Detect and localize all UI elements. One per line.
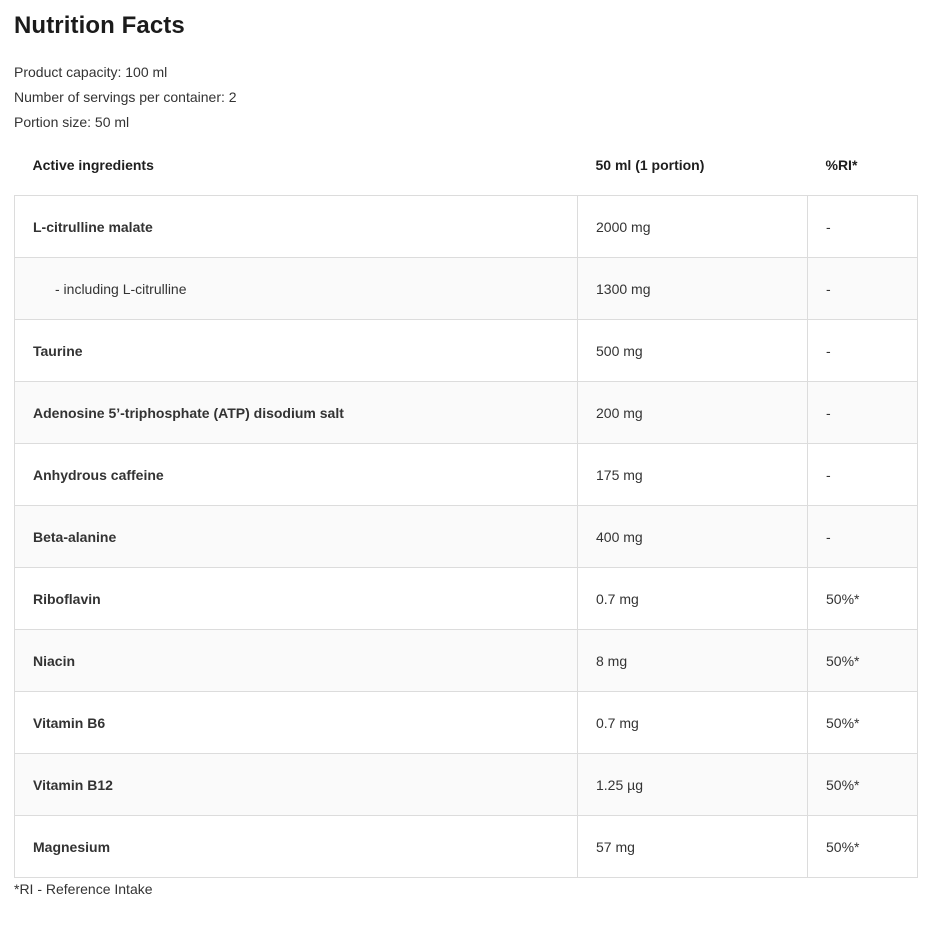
- table-row: [15, 692, 918, 754]
- footnote: *RI - Reference Intake: [14, 881, 153, 897]
- ingredient-name: Anhydrous caffeine: [15, 444, 578, 506]
- ingredient-ri: -: [808, 320, 918, 382]
- ingredient-name: Magnesium: [15, 816, 578, 878]
- ingredient-amount: 1.25 µg: [578, 754, 808, 816]
- ingredient-amount: 400 mg: [578, 506, 808, 568]
- ingredient-amount: 2000 mg: [578, 196, 808, 258]
- page-title: Nutrition Facts: [14, 12, 185, 39]
- ingredient-name: Vitamin B12: [15, 754, 578, 816]
- nutrition-table: [14, 134, 918, 878]
- table-row: [15, 568, 918, 630]
- ingredient-amount: 500 mg: [578, 320, 808, 382]
- ingredient-ri: -: [808, 258, 918, 320]
- table-row: [15, 320, 918, 382]
- ingredient-ri: 50%*: [808, 568, 918, 630]
- header-active-ingredients: Active ingredients: [32, 156, 154, 173]
- ingredient-name: - including L-citrulline: [15, 258, 578, 320]
- ingredient-ri: 50%*: [808, 754, 918, 816]
- table-row: [15, 258, 918, 320]
- ingredient-amount: 0.7 mg: [578, 568, 808, 630]
- ingredient-amount: 1300 mg: [578, 258, 808, 320]
- ingredient-name: Riboflavin: [15, 568, 578, 630]
- table-row: [15, 754, 918, 816]
- table-row: [15, 444, 918, 506]
- ingredient-name: Adenosine 5’-triphosphate (ATP) disodium salt: [15, 382, 578, 444]
- product-capacity: Product capacity: 100 ml: [14, 64, 168, 80]
- ingredient-ri: -: [808, 382, 918, 444]
- ingredient-amount: 200 mg: [578, 382, 808, 444]
- table-body: [15, 196, 918, 878]
- ingredient-name: Vitamin B6: [15, 692, 578, 754]
- header-reference-intake: %RI*: [825, 156, 858, 173]
- ingredient-name: Niacin: [15, 630, 578, 692]
- ingredient-amount: 175 mg: [578, 444, 808, 506]
- ingredient-name: L-citrulline malate: [15, 196, 578, 258]
- product-info: [14, 62, 237, 137]
- ingredient-ri: -: [808, 196, 918, 258]
- ingredient-amount: 57 mg: [578, 816, 808, 878]
- ingredient-name: Taurine: [15, 320, 578, 382]
- ingredient-ri: 50%*: [808, 692, 918, 754]
- portion-size: Portion size: 50 ml: [14, 114, 130, 130]
- ingredient-amount: 0.7 mg: [578, 692, 808, 754]
- ingredient-amount: 8 mg: [578, 630, 808, 692]
- ingredient-name: Beta-alanine: [15, 506, 578, 568]
- table-row: [15, 506, 918, 568]
- table-header-row: [15, 134, 918, 196]
- servings-per-container: Number of servings per container: 2: [14, 89, 237, 105]
- table-row: [15, 382, 918, 444]
- ingredient-ri: 50%*: [808, 630, 918, 692]
- table-row: [15, 196, 918, 258]
- table-row: [15, 630, 918, 692]
- ingredient-ri: -: [808, 506, 918, 568]
- ingredient-ri: 50%*: [808, 816, 918, 878]
- header-portion-amount: 50 ml (1 portion): [595, 156, 705, 173]
- ingredient-ri: -: [808, 444, 918, 506]
- table-row: [15, 816, 918, 878]
